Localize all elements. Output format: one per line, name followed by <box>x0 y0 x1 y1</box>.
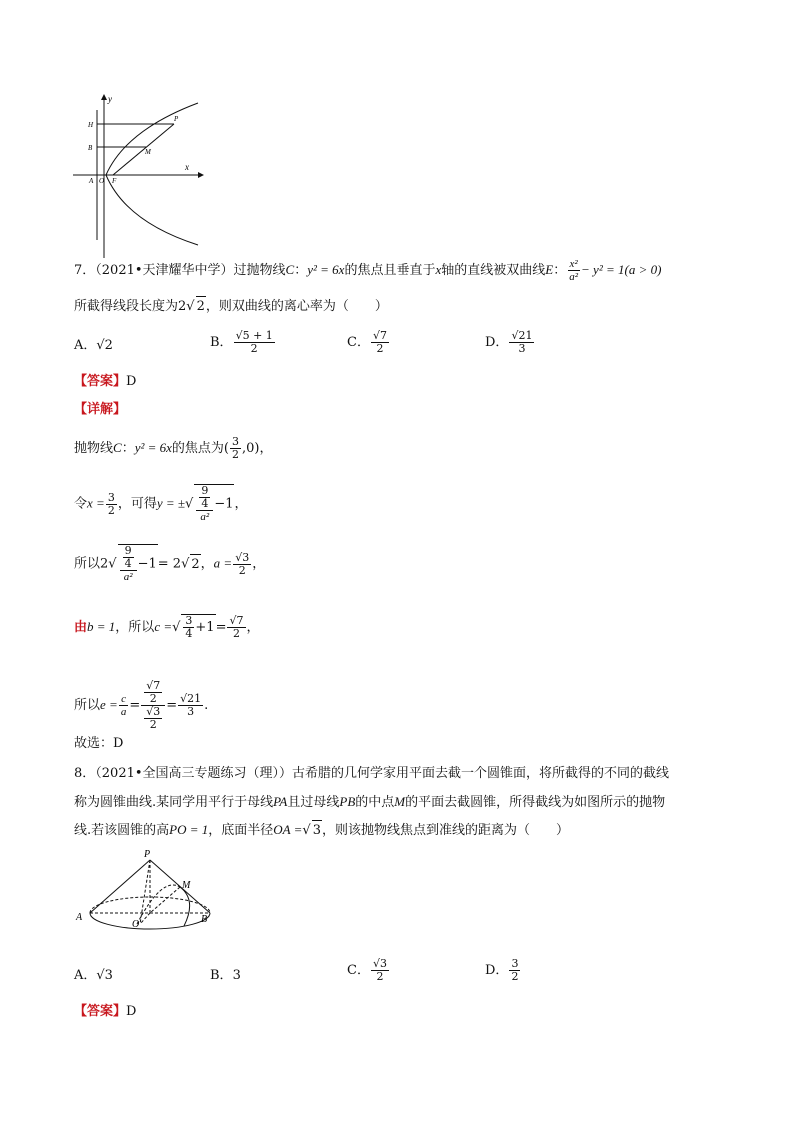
q7-s3-in-rest: −1 <box>137 556 157 572</box>
q7-s4-c: ，所以 <box>115 620 155 635</box>
q7-option-c-den: 2 <box>376 342 384 355</box>
q8-line1: 8．（2021•全国高三专题练习（理））古希腊的几何学家用平面去截一个圆锥面，将所截得的不同的截线 <box>74 766 670 781</box>
q7-s3-ad: 2 <box>238 563 246 577</box>
q8-option-d-key: D． <box>485 963 509 978</box>
q8-answer-value: D <box>126 1004 137 1019</box>
q8-OA: OA = <box>273 822 303 837</box>
q7-x-axis: x <box>435 262 442 277</box>
label-F: F <box>112 177 117 185</box>
q7-s3-2: 2 <box>100 556 109 572</box>
q8-line2-c: 的中点 <box>355 795 395 810</box>
q7-s4-b: b = 1 <box>87 619 116 634</box>
q8-PB: PB <box>339 794 356 809</box>
parabola-figure <box>68 90 208 260</box>
q8-option-a[interactable] <box>74 966 113 986</box>
q7-option-c-num: √7 <box>372 329 387 342</box>
q7-option-d[interactable] <box>485 330 535 355</box>
q8-answer <box>74 1002 136 1022</box>
cone-label-A: A <box>76 912 83 923</box>
q7-s5-rd: 3 <box>187 705 195 718</box>
q7-s4-rn: √7 <box>229 614 244 627</box>
q7-s1-b: ： <box>121 441 135 456</box>
q8-line3: 线.若该圆锥的高PO = 1，底面半径OA =√ 3，则该抛物线焦点到准线的距离为（ ） <box>74 820 569 841</box>
q7-s2-b: ，可得 <box>117 496 157 512</box>
label-x: x <box>185 162 189 172</box>
q7-option-b-den: 2 <box>250 342 258 355</box>
q7-final: 故选：D <box>74 736 124 751</box>
q7-s3-b: ， <box>200 556 214 572</box>
q7-answer-label: 【答案】 <box>74 374 127 389</box>
q7-hyper-num: x² <box>569 258 578 270</box>
q8-line2-d: 的平面去截圆锥，所得截线为如图所示的抛物 <box>405 795 666 810</box>
q7-s4-in-n: 3 <box>185 614 193 627</box>
q7-s4-end: ， <box>246 620 260 635</box>
q7-s4-eq2: = <box>215 620 227 635</box>
q8-M: M <box>394 794 406 809</box>
q7-s2-fd: 2 <box>107 503 115 517</box>
q7-s4-a: 由 <box>74 620 88 635</box>
q7-step1 <box>74 436 272 461</box>
cone-label-M: M <box>182 880 191 891</box>
q7-s5-eq2: = <box>166 698 178 713</box>
q7-s5-end: . <box>204 698 209 713</box>
q8-option-d[interactable] <box>485 958 521 983</box>
q7-option-d-key: D． <box>485 335 509 350</box>
q7-step4: 由b = 1，所以c =√ $\frac{3}{4}$ +1= $\frac{√7}{2}$ ， <box>74 614 260 640</box>
q7-s3-a: 所以 <box>74 556 101 572</box>
q7-s2-in-d: 4 <box>201 497 209 510</box>
q8-option-b[interactable] <box>210 966 241 986</box>
q7-s3-r: 2 <box>190 554 200 575</box>
q7-s4-ceq: c = <box>154 619 173 634</box>
q7-option-d-num: √21 <box>511 329 533 342</box>
q7-line2: 所截得线段长度为2√ 2，则双曲线的离心率为（ ） <box>74 296 388 317</box>
q7-s5-e: e = <box>100 697 118 712</box>
q7-s3-in-den: a² <box>123 571 133 583</box>
q7-option-b[interactable] <box>210 330 276 355</box>
label-P: P <box>174 115 179 123</box>
q8-line3-c: ，则该抛物线焦点到准线的距离为（ ） <box>321 823 569 838</box>
q8-PA: PA <box>273 794 288 809</box>
q7-s5-cd: a <box>120 706 127 718</box>
q8-OA-r: 3 <box>312 820 322 841</box>
q7-detail-label: 【详解】 <box>74 402 127 417</box>
label-B: B <box>88 144 93 152</box>
label-A: A <box>89 177 94 185</box>
q7-C: C <box>285 262 295 277</box>
label-H: H <box>88 121 94 129</box>
q7-step5 <box>74 680 208 731</box>
q7-option-a-key: A． <box>74 338 97 353</box>
q7-hyper-rest: − y² = 1(a > 0) <box>581 262 662 277</box>
q7-s3-an: √3 <box>235 550 250 564</box>
q7-s5-n1: √7 <box>146 679 161 692</box>
q7-s5-a: 所以 <box>74 698 101 713</box>
q8-line3-a: 线.若该圆锥的高 <box>74 823 170 838</box>
q7-s2-end: ， <box>234 496 248 512</box>
q7-colon1: ： <box>294 263 308 278</box>
q7-mid2: 轴的直线被双曲线 <box>441 263 546 278</box>
q8-PO: PO = 1 <box>169 822 209 837</box>
q7-s3-end: ， <box>252 556 266 572</box>
q7-answer <box>74 372 136 392</box>
q7-line1 <box>74 258 661 283</box>
label-y: y <box>108 94 112 104</box>
q7-E: E <box>545 262 554 277</box>
q7-s4-in-d: 4 <box>185 627 193 640</box>
q7-colon2: ： <box>553 263 567 278</box>
q7-s2-y: y = ± <box>156 495 186 511</box>
q7-s5-d1: 2 <box>149 692 157 705</box>
q7-option-b-key: B． <box>210 335 233 350</box>
q8-option-c-den: 2 <box>376 970 384 983</box>
q8-line2-a: 称为圆锥曲线.某同学用平行于母线 <box>74 795 274 810</box>
q7-s5-rn: √21 <box>180 692 202 705</box>
q7-s2-fn: 3 <box>107 490 115 504</box>
q7-step3: 所以2√ $\frac{\frac{9}{4}}{\text{a²}}$ −1= 2√ 2，a = $\frac{√3}{2}$ ， <box>74 544 266 583</box>
q7-s2-x: x = <box>87 495 105 511</box>
q7-s3-in-n: 9 <box>124 544 132 557</box>
q7-option-c-key: C． <box>347 335 370 350</box>
q7-s2-in-rest: −1 <box>214 496 234 512</box>
label-M: M <box>145 148 151 156</box>
q7-s1-fd: 2 <box>232 448 239 461</box>
q7-s5-eq: = <box>129 698 141 713</box>
q7-step2: 令x = $\frac{3}{2}$ ，可得y = ±√ $\frac{\frac{9}{4}}{\text{a²}}$ −1， <box>74 484 248 523</box>
q7-option-d-den: 3 <box>518 342 526 355</box>
q8-option-a-key: A． <box>74 968 97 983</box>
cone-label-B: B <box>201 914 208 925</box>
q7-s5-n2: √3 <box>146 705 161 718</box>
q7-s1-c: 的焦点为( <box>171 441 229 456</box>
q7-len-rad: 2 <box>196 296 206 317</box>
q7-hyper-den: a² <box>569 271 579 283</box>
q7-s2-a: 令 <box>74 496 88 512</box>
q8-answer-label: 【答案】 <box>74 1004 127 1019</box>
q8-line2-b: 且过母线 <box>287 795 340 810</box>
q7-option-b-num: √5 + 1 <box>235 329 273 342</box>
label-O: O <box>99 177 105 185</box>
q8-option-a-val: √3 <box>96 968 113 983</box>
q7-option-c[interactable] <box>347 330 390 355</box>
q7-len: 2 <box>178 299 187 314</box>
cone-figure <box>72 848 222 948</box>
cone-label-O: O <box>132 919 140 930</box>
q8-option-d-den: 2 <box>511 970 519 983</box>
q7-option-a-val: √2 <box>96 338 113 353</box>
q8-option-c[interactable] <box>347 958 390 983</box>
q7-s1-d: ,0)， <box>242 441 273 456</box>
q7-s2-in-den: a² <box>200 511 210 523</box>
q8-option-c-key: C． <box>347 963 370 978</box>
q7-s2-in-n: 9 <box>201 484 209 497</box>
q7-line2-b: ，则双曲线的离心率为（ ） <box>205 299 388 314</box>
q7-mid: 的焦点且垂直于 <box>344 263 436 278</box>
q8-option-b-key: B． <box>210 968 233 983</box>
q7-s3-in-d: 4 <box>124 557 132 570</box>
q7-s1-a: 抛物线 <box>74 441 114 456</box>
q7-s1-eq: y² = 6x <box>134 440 172 455</box>
q8-option-b-val: 3 <box>232 968 241 983</box>
q7-s5-cn: c <box>121 693 126 705</box>
q7-s4-rd: 2 <box>232 627 240 640</box>
q7-prefix: 7．（2021•天津耀华中学）过抛物线 <box>74 263 286 278</box>
q8-option-d-num: 3 <box>511 957 519 970</box>
q7-s5-d2: 2 <box>149 718 157 731</box>
q7-line2-a: 所截得线段长度为 <box>74 299 179 314</box>
q8-option-c-num: √3 <box>372 957 387 970</box>
q8-line2 <box>74 792 665 813</box>
q7-eq1: y² = 6x <box>307 262 345 277</box>
q8-line3-b: ，底面半径 <box>208 823 274 838</box>
cone-label-P: P <box>144 849 151 860</box>
q7-s1-C: C <box>113 440 122 455</box>
q7-s4-in-rest: +1 <box>195 620 215 635</box>
q7-s3-eq: = 2 <box>157 556 182 572</box>
q7-answer-value: D <box>126 374 137 389</box>
q7-option-a[interactable] <box>74 336 113 356</box>
q7-s3-a-eq: a = <box>213 555 233 571</box>
q7-s1-fn: 3 <box>232 435 239 448</box>
